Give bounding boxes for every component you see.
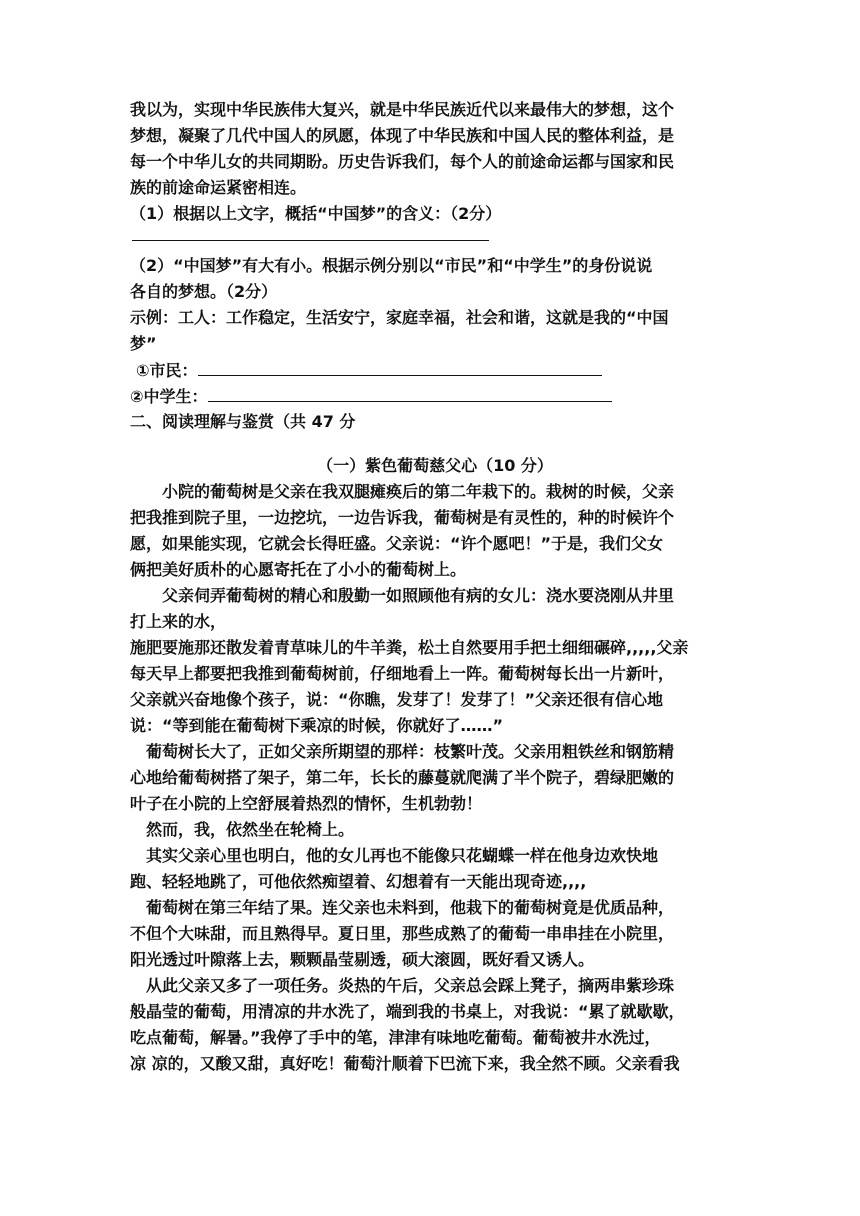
citizen-answer-row: [130, 357, 740, 383]
passage-line: 然而，我，依然坐在轮椅上。: [146, 820, 355, 839]
passage-line: 每天早上都要把我推到葡萄树前，仔细地看上一阵。葡萄树每长出一片新叶，: [130, 664, 675, 683]
passage-line: 葡萄树长大了，正如父亲所期望的那样：枝繁叶茂。父亲用粗铁丝和钢筋精: [146, 742, 675, 761]
student-label: ②中学生：: [130, 387, 208, 406]
passage-line: 跑、轻轻地跳了，可他依然痴望着、幻想着有一天能出现奇迹,,,,: [130, 872, 587, 891]
passage-line: 凉 凉的，又酸又甜，真好吃！葡萄汁顺着下巴流下来，我全然不顾。父亲看我: [130, 1054, 680, 1073]
example-line-2: 梦”: [130, 334, 157, 353]
passage-line: 父亲就兴奋地像个孩子，说：“你瞧，发芽了！发芽了！”父亲还很有信心地: [130, 690, 664, 709]
passage-line: 从此父亲又多了一项任务。炎热的午后，父亲总会踩上凳子，摘两串紫珍珠: [146, 976, 675, 995]
question-1-answer-blank[interactable]: [130, 227, 740, 253]
passage-line: 心地给葡萄树搭了架子，第二年，长长的藤蔓就爬满了半个院子，碧绿肥嫩的: [130, 768, 675, 787]
student-answer-blank[interactable]: [208, 383, 612, 402]
citizen-label: ①市民：: [136, 361, 198, 380]
citizen-answer-blank[interactable]: [198, 357, 602, 376]
passage-line: 般晶莹的葡萄，用清凉的井水洗了，端到我的书桌上，对我说：“累了就歇歇，: [130, 1002, 685, 1021]
passage-line: 愿，如果能实现，它就会长得旺盛。父亲说：“许个愿吧！”于是，我们父女: [130, 534, 664, 553]
question-1: （1）根据以上文字，概括“中国梦”的含义：（2分）: [130, 204, 502, 223]
passage-line: 小院的葡萄树是父亲在我双腿瘫痪后的第二年栽下的。栽树的时候，父亲: [162, 482, 675, 501]
passage-line: 施肥要施那还散发着青草味儿的牛羊粪，松土自然要用手把土细细碾碎,,,,,父亲: [130, 638, 689, 657]
question-2-line-1: （2）“中国梦”有大有小。根据示例分别以“市民”和“中学生”的身份说说: [130, 256, 653, 275]
question-2-line-2: 各自的梦想。（2分）: [130, 282, 278, 301]
spacer: [130, 435, 740, 453]
passage-line: 俩把美好质朴的心愿寄托在了小小的葡萄树上。: [130, 560, 467, 579]
passage-line: 其实父亲心里也明白，他的女儿再也不能像只花蝴蝶一样在他身边欢快地: [146, 846, 659, 865]
intro-line: 我以为，实现中华民族伟大复兴，就是中华民族近代以来最伟大的梦想，这个: [130, 100, 675, 119]
passage-line: 打上来的水，: [130, 612, 227, 631]
student-answer-row: [130, 383, 740, 409]
passage-line: 不但个大味甜，而且熟得早。夏日里，那些成熟了的葡萄一串串挂在小院里，: [130, 924, 675, 943]
example-line-1: 示例：工人：工作稳定，生活安宁，家庭幸福，社会和谐，这就是我的“中国: [130, 308, 669, 327]
intro-line: 梦想，凝聚了几代中国人的夙愿，体现了中华民族和中国人民的整体利益，是: [130, 126, 675, 145]
passage-body: [130, 479, 740, 1077]
passage-line: 葡萄树在第三年结了果。连父亲也未料到，他栽下的葡萄树竟是优质品种，: [146, 898, 675, 917]
passage-line: 吃点葡萄，解暑。”我停了手中的笔，津津有味地吃葡萄。葡萄被井水洗过，: [130, 1028, 661, 1047]
document-page: [130, 97, 740, 1077]
section-2-heading: 二、阅读理解与鉴赏（共 47 分: [130, 412, 356, 431]
passage-title: （一）紫色葡萄慈父心（10 分）: [317, 456, 553, 475]
intro-paragraph: [130, 97, 740, 201]
answer-rule: [132, 240, 489, 241]
passage-line: 阳光透过叶隙落上去，颗颗晶莹剔透，硕大滚圆，既好看又诱人。: [130, 950, 595, 969]
intro-line: 族的前途命运紧密相连。: [130, 178, 307, 197]
passage-line: 叶子在小院的上空舒展着热烈的情怀，生机勃勃！: [130, 794, 483, 813]
passage-line: 把我推到院子里，一边挖坑，一边告诉我，葡萄树是有灵性的，种的时候许个: [130, 508, 675, 527]
intro-line: 每一个中华儿女的共同期盼。历史告诉我们，每个人的前途命运都与国家和民: [130, 152, 675, 171]
passage-line: 父亲伺弄葡萄树的精心和殷勤一如照顾他有病的女儿：浇水要浇刚从井里: [162, 586, 675, 605]
passage-line: 说：“等到能在葡萄树下乘凉的时候，你就好了……”: [130, 716, 504, 735]
